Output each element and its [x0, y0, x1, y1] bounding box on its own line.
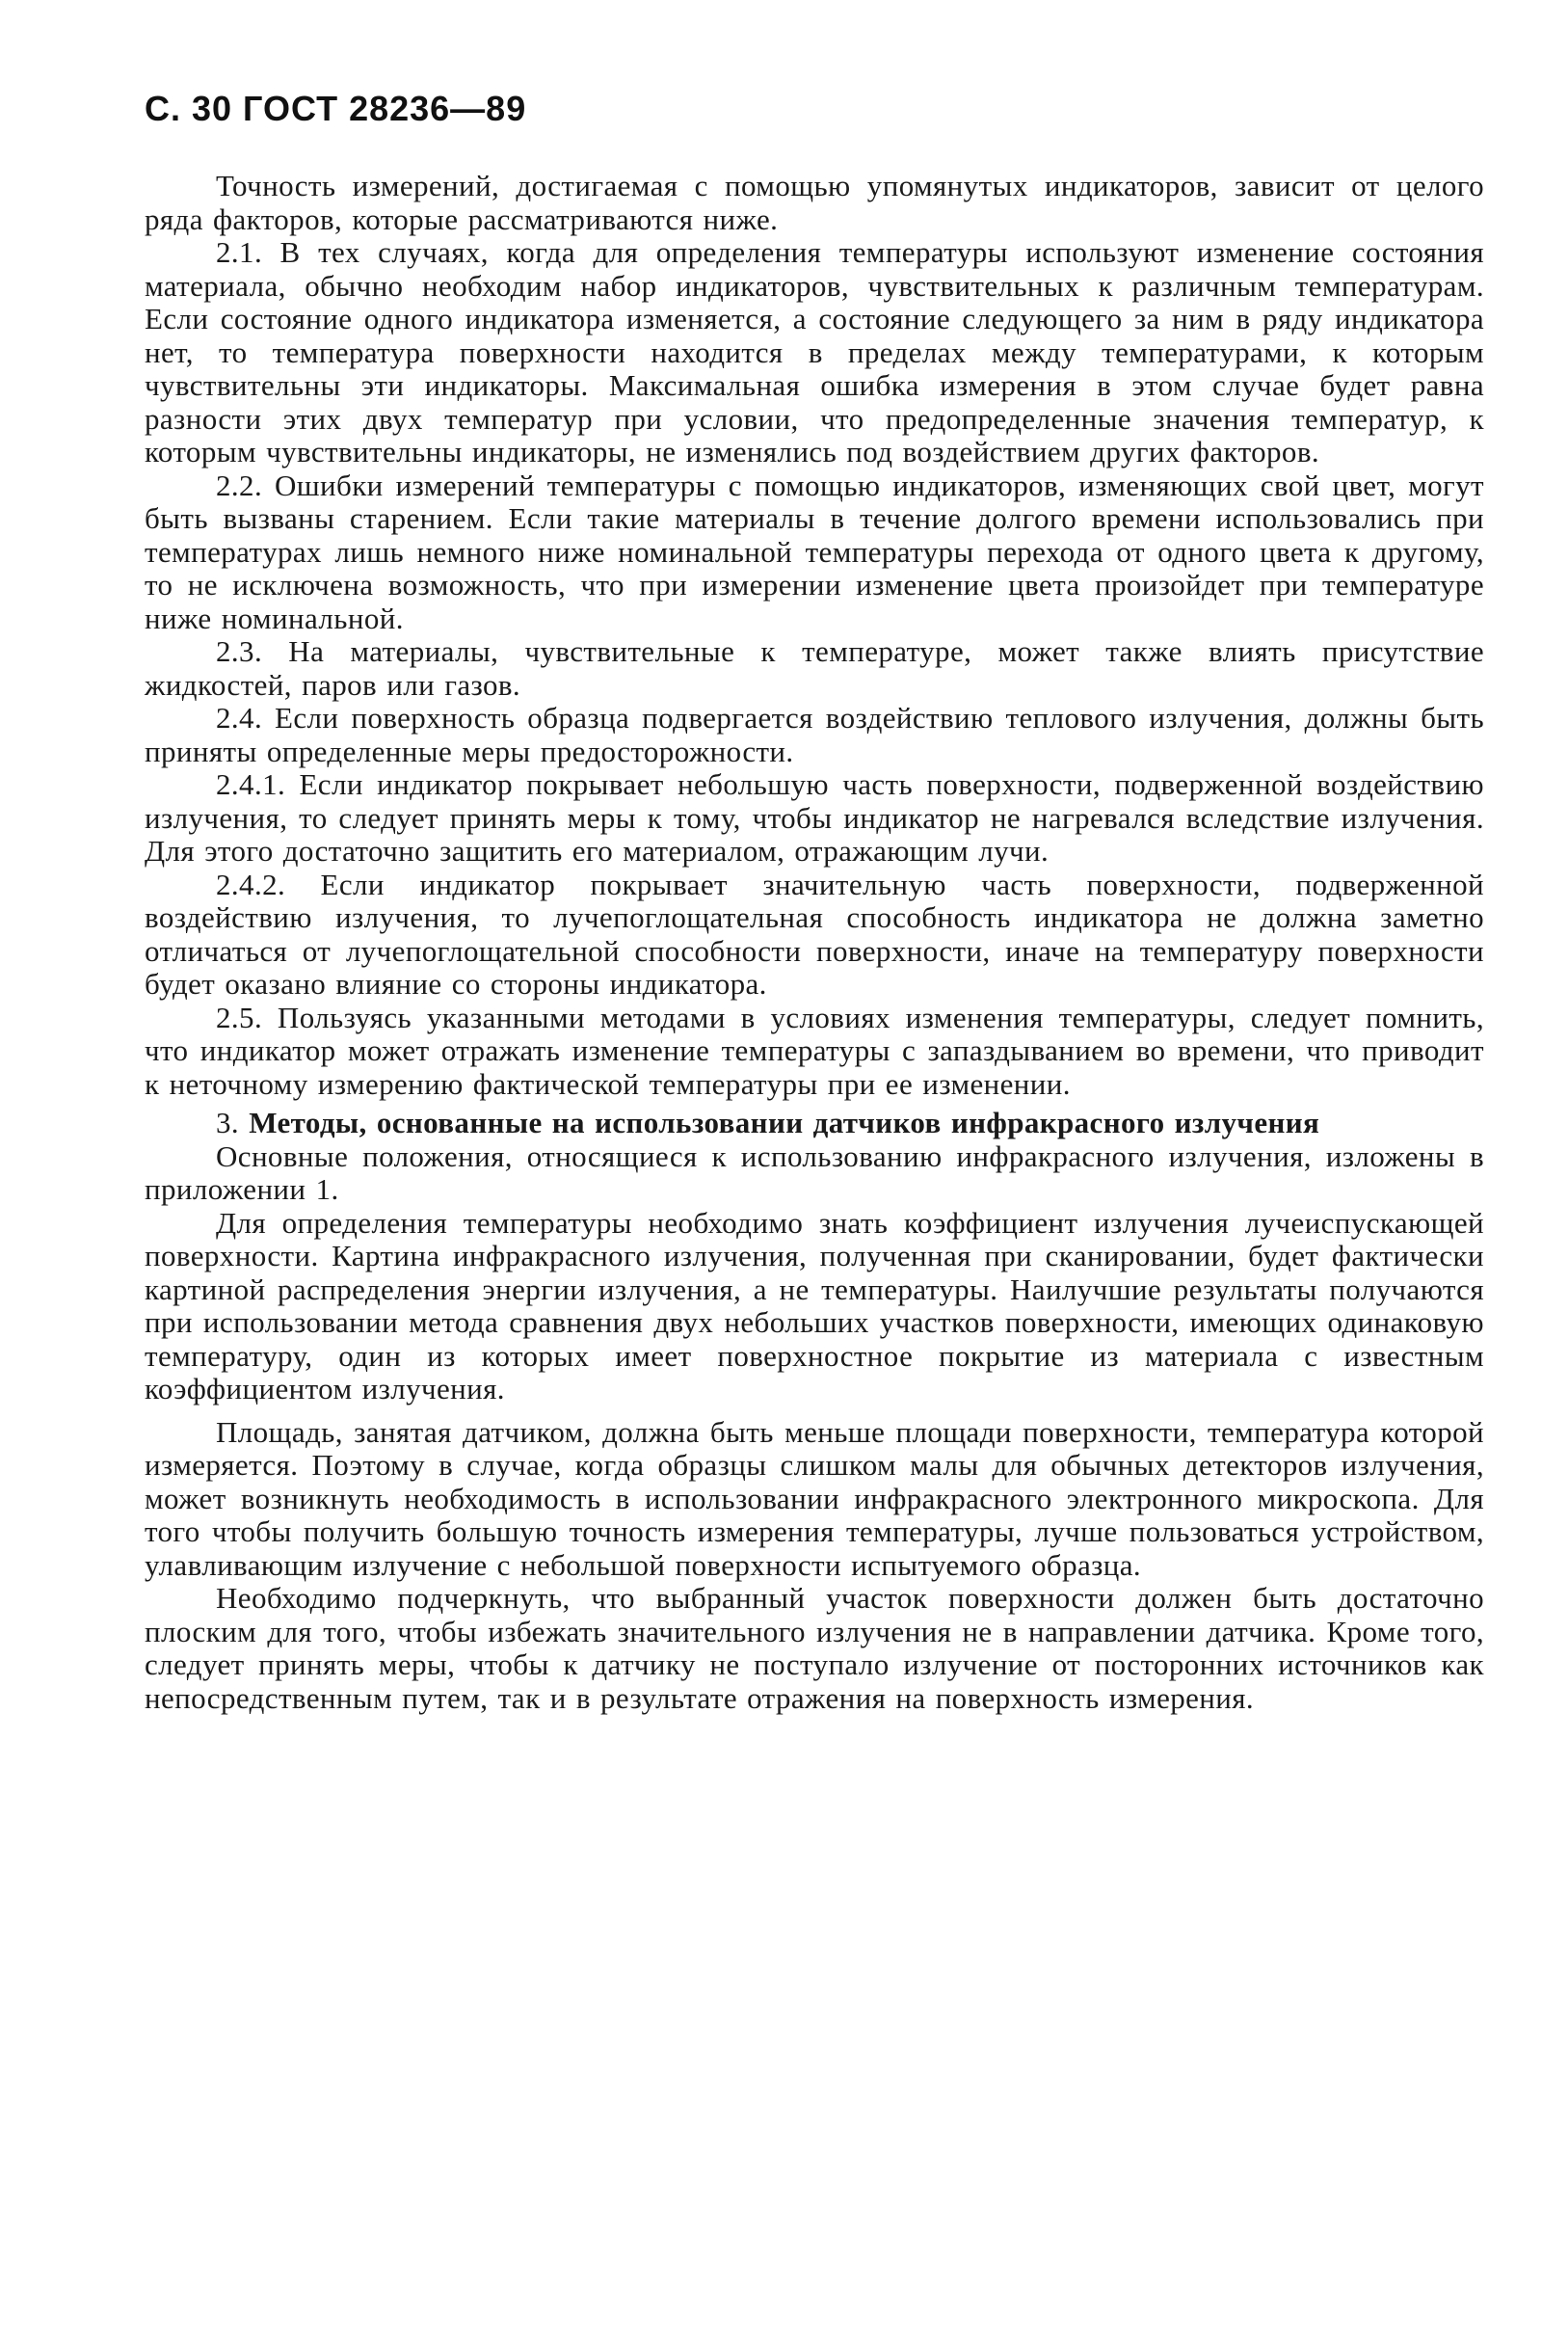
paragraph-2-3: 2.3. На материалы, чувствительные к температуре, может также влиять присутствие жидкостей, паров или газов. [145, 634, 1484, 702]
paragraph-2-4-2: 2.4.2. Если индикатор покрывает значительную часть поверхности, подверженной воздействию излучения, то лучепоглощательная способность индикатора не должна заметно отличаться от лучепоглощательной способности поверхности, иначе на температуру поверхности будет оказано влияние со стороны индикатора. [145, 867, 1484, 1001]
page-running-title: С. 30 ГОСТ 28236—89 [145, 89, 527, 128]
section-3-paragraph-4: Необходимо подчеркнуть, что выбранный участок поверхности должен быть достаточно плоским для того, чтобы избежать значительного излучения не в направлении датчика. Кроме того, следует принять меры, чтобы к датчику не поступало излучение от посторонних источников как непосредственным путем, так и в результате отражения на поверхность измерения. [145, 1581, 1484, 1715]
section-3-heading [145, 1107, 1484, 1140]
paragraph-2-4-1: 2.4.1. Если индикатор покрывает небольшую часть поверхности, подверженной воздействию излучения, то следует принять меры к тому, чтобы индикатор не нагревался вследствие излучения. Для этого достаточно защитить его материалом, отражающим лучи. [145, 767, 1484, 868]
paragraph-2-5: 2.5. Пользуясь указанными методами в условиях изменения температуры, следует помнить, что индикатор может отражать изменение температуры с запаздыванием во времени, что приводит к неточному измерению фактической температуры при ее изменении. [145, 1000, 1484, 1101]
document-body [145, 170, 1484, 1715]
section-3-number: 3. [216, 1106, 240, 1139]
paragraph-intro: Точность измерений, достигаемая с помощью упомянутых индикаторов, зависит от целого ряда факторов, которые рассматриваются ниже. [145, 169, 1484, 236]
section-3-paragraph-3: Площадь, занятая датчиком, должна быть меньше площади поверхности, температура которой измеряется. Поэтому в случае, когда образцы слишком малы для обычных детекторов излучения, может возникнуть необходимость в использовании инфракрасного электронного микроскопа. Для того чтобы получить большую точность измерения температуры, лучше пользоваться устройством, улавливающим излучение с небольшой поверхности испытуемого образца. [145, 1414, 1484, 1582]
section-3-paragraph-2: Для определения температуры необходимо знать коэффициент излучения лучеиспускающей поверхности. Картина инфракрасного излучения, полученная при сканировании, будет фактически картиной распределения энергии излучения, а не температуры. Наилучшие результаты получаются при использовании метода сравнения двух небольших участков поверхности, имеющих одинаковую температуру, один из которых имеет поверхностное покрытие из материала с известным коэффициентом излучения. [145, 1205, 1484, 1405]
section-3-title: Методы, основанные на использовании датчиков инфракрасного излучения [249, 1106, 1320, 1139]
paragraph-2-1: 2.1. В тех случаях, когда для определения температуры используют изменение состояния материала, обычно необходим набор индикаторов, чувствительных к различным температурам. Если состояние одного индикатора изменяется, а состояние следующего за ним в ряду индикатора нет, то температура поверхности находится в пределах между температурами, к которым чувствительны эти индикаторы. Максимальная ошибка измерения в этом случае будет равна разности этих двух температур при условии, что предопределенные значения температур, к которым чувствительны индикаторы, не изменялись под воздействием других факторов. [145, 235, 1484, 468]
section-3-paragraph-1: Основные положения, относящиеся к использованию инфракрасного излучения, изложены в приложении 1. [145, 1138, 1484, 1206]
paragraph-2-2: 2.2. Ошибки измерений температуры с помощью индикаторов, изменяющих свой цвет, могут быть вызваны старением. Если такие материалы в течение долгого времени использовались при температурах лишь немного ниже номинальной температуры перехода от одного цвета к другому, то не исключена возможность, что при измерении изменение цвета произойдет при температуре ниже номинальной. [145, 468, 1484, 635]
paragraph-2-4: 2.4. Если поверхность образца подвергается воздействию теплового излучения, должны быть приняты определенные меры предосторожности. [145, 701, 1484, 768]
